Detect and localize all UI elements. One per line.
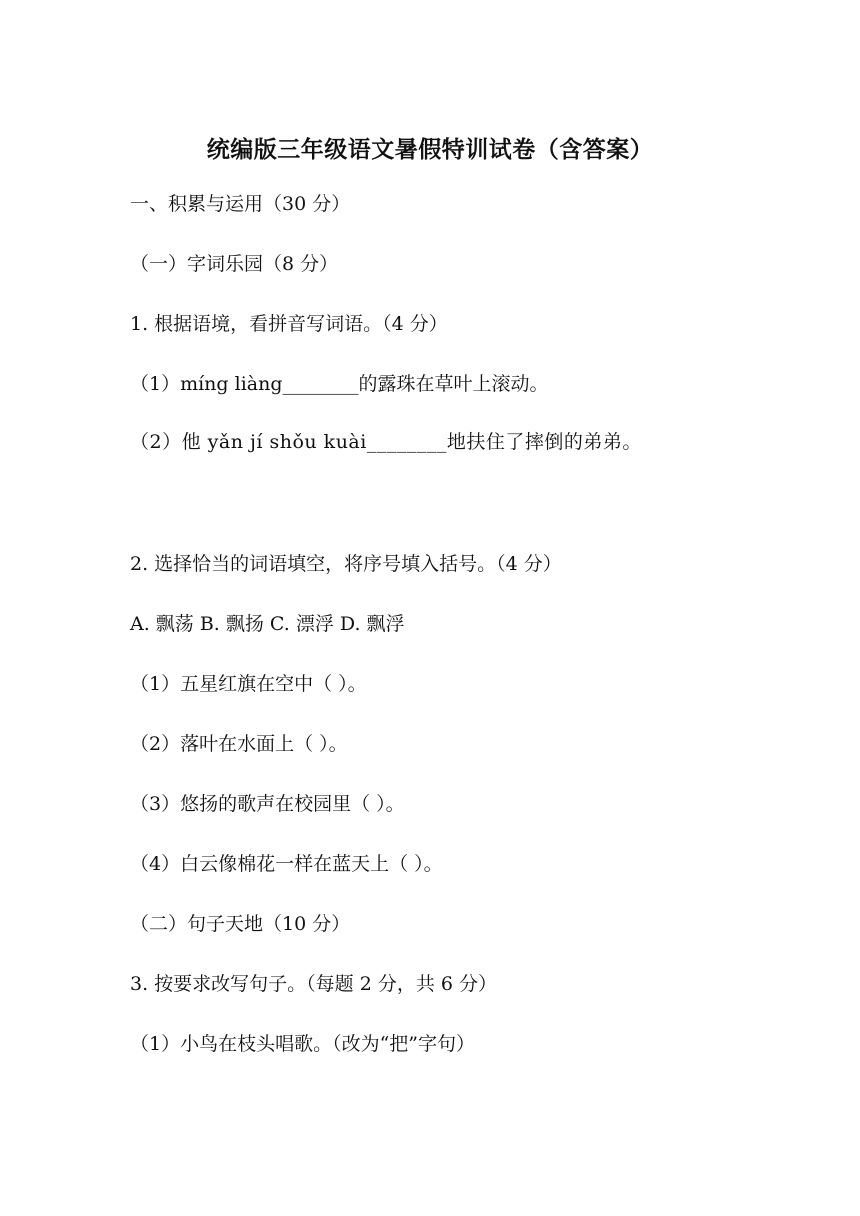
subsection-heading: （一）字词乐园（8 分） [130, 253, 339, 275]
question-2: 2. 选择恰当的词语填空，将序号填入括号。（4 分） [130, 553, 562, 575]
question-2-item-2: （2）落叶在水面上（ ）。 [130, 733, 348, 755]
question-3-item-1: （1）小鸟在枝头唱歌。（改为“把”字句） [130, 1033, 476, 1055]
question-2-item-1: （1）五星红旗在空中（ ）。 [130, 673, 367, 695]
subsection-heading: （二）句子天地（10 分） [130, 913, 351, 935]
question-2-item-4: （4）白云像棉花一样在蓝天上（ ）。 [130, 853, 443, 875]
section-heading: 一、积累与运用（30 分） [130, 193, 351, 215]
page-title: 统编版三年级语文暑假特训试卷（含答案） [206, 137, 654, 163]
question-3: 3. 按要求改写句子。（每题 2 分，共 6 分） [130, 973, 498, 995]
question-1-item-2: （2）他 yǎn jí shǒu kuài________地扶住了摔倒的弟弟。 [130, 431, 642, 453]
question-1: 1. 根据语境，看拼音写词语。（4 分） [130, 313, 448, 335]
question-1-item-1: （1）míng liàng________的露珠在草叶上滚动。 [130, 373, 549, 395]
question-2-item-3: （3）悠扬的歌声在校园里（ ）。 [130, 793, 405, 815]
question-2-options: A. 飘荡 B. 飘扬 C. 漂浮 D. 飘浮 [130, 613, 405, 635]
